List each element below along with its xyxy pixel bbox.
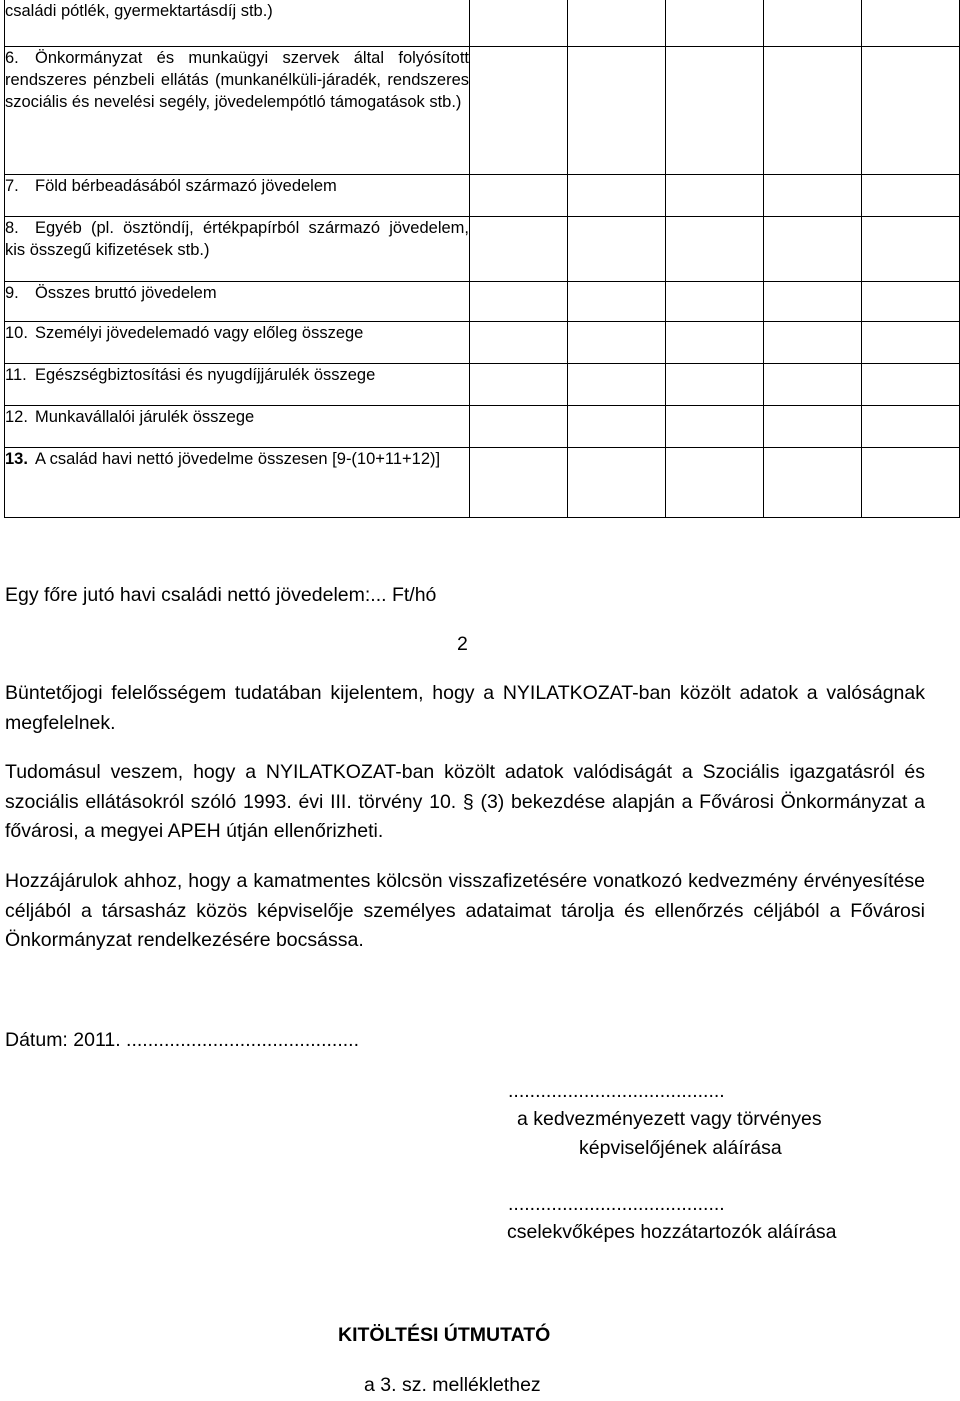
income-item-label <box>5 174 470 216</box>
income-value-cell[interactable] <box>666 0 764 46</box>
income-value-cell[interactable] <box>666 281 764 321</box>
income-value-cell[interactable] <box>470 321 568 363</box>
income-item-label <box>5 281 470 321</box>
income-value-cell[interactable] <box>862 405 960 447</box>
income-value-cell[interactable] <box>666 363 764 405</box>
income-value-cell[interactable] <box>764 0 862 46</box>
income-value-cell[interactable] <box>764 216 862 281</box>
income-value-cell[interactable] <box>862 0 960 46</box>
income-value-cell[interactable] <box>470 0 568 46</box>
income-value-cell[interactable] <box>862 174 960 216</box>
income-item-label <box>5 46 470 174</box>
income-value-cell[interactable] <box>764 363 862 405</box>
income-value-cell[interactable] <box>764 447 862 517</box>
income-value-cell[interactable] <box>666 405 764 447</box>
income-item-label <box>5 216 470 281</box>
income-item-text: Önkormányzat és munkaügyi szervek által folyósított rendszeres pénzbeli ellátás (munkanélküli-járadék, rendszeres szociális és nevelési segély, jövedelempótló támogatások stb.) <box>5 48 469 111</box>
income-item-text: Személyi jövedelemadó vagy előleg összege <box>35 323 364 342</box>
table-row <box>5 363 960 405</box>
income-item-text: Föld bérbeadásából származó jövedelem <box>35 176 337 195</box>
income-value-cell[interactable] <box>764 281 862 321</box>
income-item-number: 8. <box>5 218 19 237</box>
income-value-cell[interactable] <box>470 363 568 405</box>
income-value-cell[interactable] <box>470 281 568 321</box>
signature-1-line1: a kedvezményezett vagy törvényes <box>517 1108 822 1130</box>
table-row <box>5 281 960 321</box>
table-row <box>5 405 960 447</box>
page-number: 2 <box>457 633 468 655</box>
signature-1-dots: ........................................ <box>508 1080 725 1102</box>
income-value-cell[interactable] <box>568 405 666 447</box>
income-value-cell[interactable] <box>666 447 764 517</box>
income-value-cell[interactable] <box>568 281 666 321</box>
income-value-cell[interactable] <box>764 46 862 174</box>
table-row <box>5 216 960 281</box>
income-value-cell[interactable] <box>862 281 960 321</box>
date-line: Dátum: 2011. ........................................... <box>5 1029 359 1051</box>
income-item-number: 11. <box>5 365 27 384</box>
income-value-cell[interactable] <box>862 447 960 517</box>
income-item-number: 7. <box>5 176 19 195</box>
income-item-label <box>5 0 470 46</box>
criminal-liability-declaration: Büntetőjogi felelősségem tudatában kijelentem, hogy a NYILATKOZAT-ban közölt adatok a valóságnak megfelelnek. <box>5 682 925 734</box>
income-value-cell[interactable] <box>470 405 568 447</box>
income-item-text: A család havi nettó jövedelme összesen [9-(10+11+12)] <box>35 449 441 468</box>
data-consent-statement: Hozzájárulok ahhoz, hogy a kamatmentes kölcsön visszafizetésére vonatkozó kedvezmény érvényesítése céljából a társasház közös képviselője személyes adataimat tárolja és ellenőrzés céljából a Fővárosi Önkormányzat rendelkezésére bocsássa. <box>5 870 925 951</box>
income-value-cell[interactable] <box>568 216 666 281</box>
income-value-cell[interactable] <box>764 174 862 216</box>
table-row <box>5 46 960 174</box>
income-item-text: Munkavállalói járulék összege <box>35 407 255 426</box>
verification-acknowledgement: Tudomásul veszem, hogy a NYILATKOZAT-ban közölt adatok valódiságát a Szociális igazgatásról és szociális ellátásokról szóló 1993. évi III. törvény 10. § (3) bekezdése alapján a Fővárosi Önkormányzat a fővárosi, a megyei APEH útján ellenőrizheti. <box>5 761 925 842</box>
income-value-cell[interactable] <box>862 363 960 405</box>
instructions-subtitle: a 3. sz. melléklethez <box>364 1374 541 1396</box>
income-value-cell[interactable] <box>666 46 764 174</box>
income-value-cell[interactable] <box>470 174 568 216</box>
income-value-cell[interactable] <box>666 174 764 216</box>
income-value-cell[interactable] <box>764 405 862 447</box>
table-row <box>5 174 960 216</box>
income-value-cell[interactable] <box>568 447 666 517</box>
table-row <box>5 447 960 517</box>
income-item-text: családi pótlék, gyermektartásdíj stb.) <box>5 2 273 20</box>
signature-2-line1: cselekvőképes hozzátartozók aláírása <box>507 1221 837 1243</box>
income-value-cell[interactable] <box>568 174 666 216</box>
income-value-cell[interactable] <box>470 46 568 174</box>
income-item-text: Összes bruttó jövedelem <box>35 283 217 302</box>
income-item-text: Egészségbiztosítási és nyugdíjjárulék összege <box>35 365 376 384</box>
income-value-cell[interactable] <box>568 46 666 174</box>
income-item-label <box>5 363 470 405</box>
income-value-cell[interactable] <box>666 321 764 363</box>
income-item-label <box>5 321 470 363</box>
signature-1-line2: képviselőjének aláírása <box>579 1137 782 1159</box>
income-value-cell[interactable] <box>568 363 666 405</box>
per-capita-income-line: Egy főre jutó havi családi nettó jövedelem:... Ft/hó <box>5 584 437 606</box>
income-item-number: 6. <box>5 48 19 67</box>
income-item-label <box>5 405 470 447</box>
income-item-number: 10. <box>5 323 28 342</box>
signature-2-dots: ........................................ <box>508 1193 725 1215</box>
income-item-number: 13. <box>5 449 28 468</box>
income-table <box>4 0 960 518</box>
income-value-cell[interactable] <box>470 216 568 281</box>
income-value-cell[interactable] <box>764 321 862 363</box>
table-row <box>5 0 960 46</box>
income-item-number: 12. <box>5 407 28 426</box>
income-value-cell[interactable] <box>470 447 568 517</box>
income-item-number: 9. <box>5 283 19 302</box>
income-value-cell[interactable] <box>862 46 960 174</box>
income-value-cell[interactable] <box>666 216 764 281</box>
table-row <box>5 321 960 363</box>
income-item-label <box>5 447 470 517</box>
income-value-cell[interactable] <box>568 321 666 363</box>
income-item-text: Egyéb (pl. ösztöndíj, értékpapírból származó jövedelem, kis összegű kifizetések stb.) <box>5 218 469 259</box>
instructions-title: KITÖLTÉSI ÚTMUTATÓ <box>338 1324 551 1346</box>
income-value-cell[interactable] <box>862 216 960 281</box>
income-value-cell[interactable] <box>568 0 666 46</box>
income-value-cell[interactable] <box>862 321 960 363</box>
